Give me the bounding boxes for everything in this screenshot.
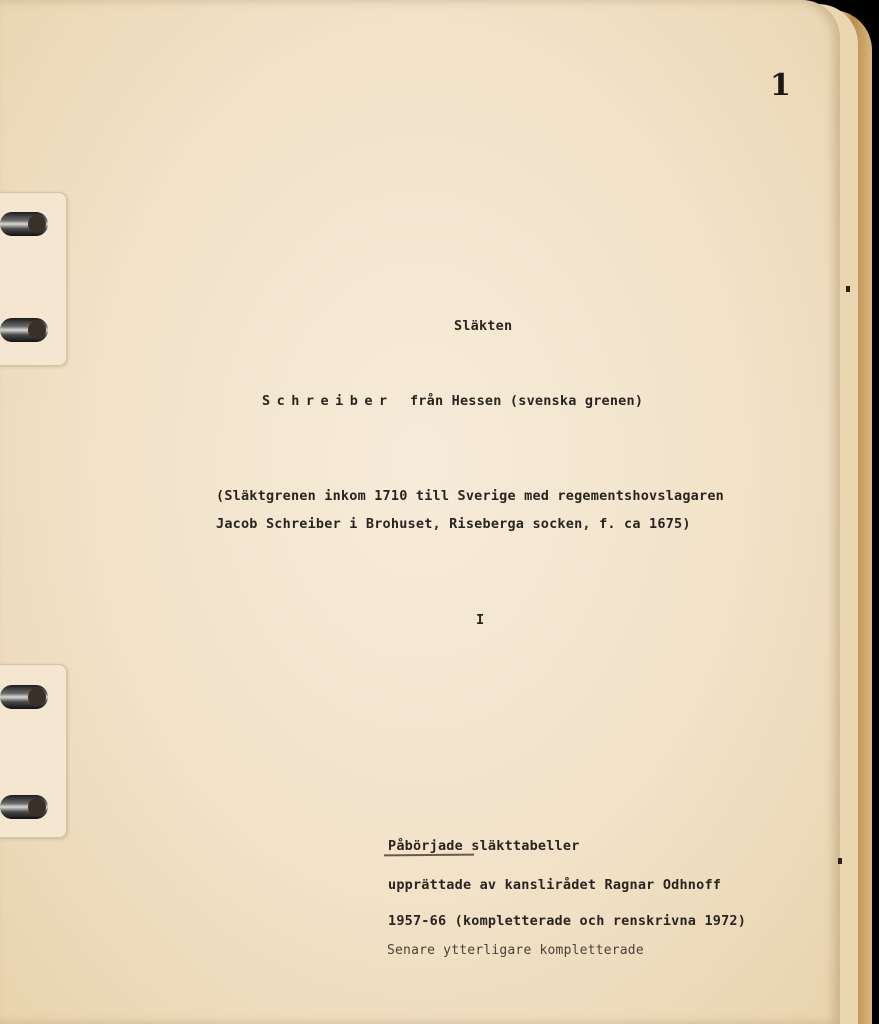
volume-number: I bbox=[476, 612, 485, 628]
credits-line-4: Senare ytterligare kompletterade bbox=[387, 943, 644, 958]
binder-ring bbox=[0, 685, 48, 709]
edge-mark bbox=[838, 858, 842, 864]
family-line bbox=[262, 393, 643, 409]
page-number: 1 bbox=[770, 68, 791, 103]
binder-ring bbox=[0, 318, 48, 342]
note-line-1: (Släktgrenen inkom 1710 till Sverige med regementshovslagaren bbox=[216, 488, 724, 504]
credits-tables: släkttabeller bbox=[462, 838, 580, 854]
handwritten-underline bbox=[384, 854, 474, 857]
family-origin: från Hessen (svenska grenen) bbox=[409, 393, 644, 409]
credits-line-1 bbox=[388, 838, 580, 854]
title: Släkten bbox=[454, 318, 513, 334]
binder-ring bbox=[0, 795, 48, 819]
note-line-2: Jacob Schreiber i Brohuset, Riseberga socken, f. ca 1675) bbox=[216, 516, 691, 532]
credits-begun: Påbörjade bbox=[388, 838, 463, 854]
binder-ring bbox=[0, 212, 48, 236]
family-name: Schreiber bbox=[262, 393, 394, 409]
credits-line-3: 1957-66 (kompletterade och renskrivna 1972) bbox=[388, 913, 747, 929]
credits-line-2: upprättade av kanslirådet Ragnar Odhnoff bbox=[388, 877, 722, 893]
edge-mark bbox=[846, 286, 850, 292]
